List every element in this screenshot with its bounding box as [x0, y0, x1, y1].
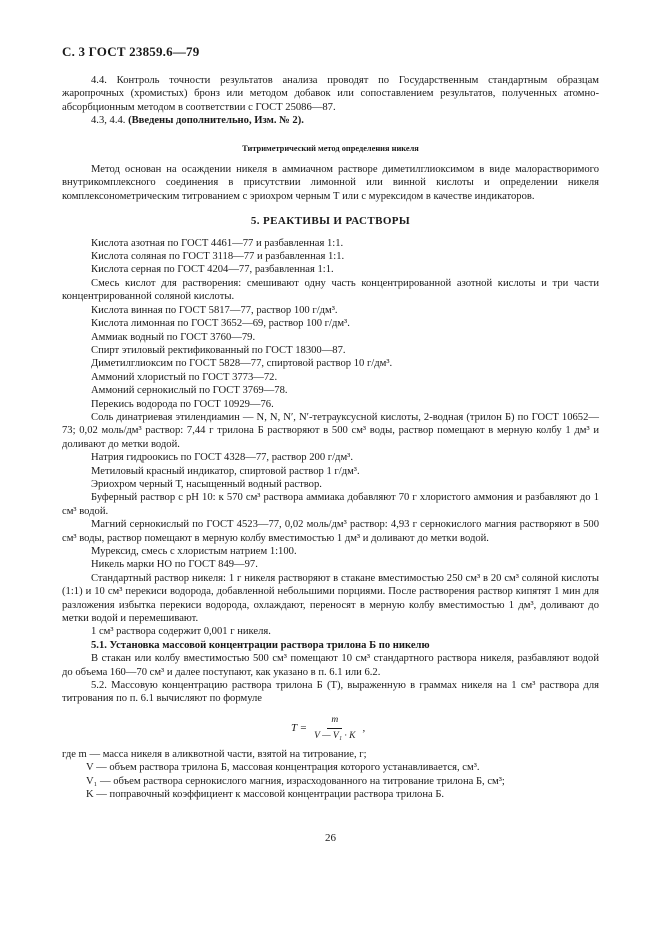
reagent-item: Соль динатриевая этилендиамин — N, N, N′, N′-тетрауксусной кислоты, 2-водная (трилон Б) по ГОСТ 10652—73; 0,02 моль/дм³ раствор: 7,44 г трилона Б растворяют в 500 см³ воды, раствор помещают в мерную колбу 1 дм³ и доливают до метки водой. [62, 411, 599, 450]
reagent-item: Кислота азотная по ГОСТ 4461—77 и разбавленная 1:1. [91, 237, 344, 249]
formula-definition: V₁ — объем раствора сернокислого магния, израсходованного на титрование трилона Б, см³; [86, 775, 505, 787]
page-content [62, 74, 599, 802]
reagent-item: Эриохром черный Т, насыщенный водный раствор. [91, 478, 322, 490]
reagent-item: Кислота винная по ГОСТ 5817—77, раствор 100 г/дм³. [91, 304, 338, 316]
reagent-item: Магний сернокислый по ГОСТ 4523—77, 0,02 моль/дм³ раствор: 4,93 г сернокислого магния растворяют в 500 см³ воды, раствор помещают в мерную колбу вместимостью 1 дм³ и доливают до метки водой. [62, 519, 599, 544]
paragraph-5-2: 5.2. Массовую концентрацию раствора трилона Б (Т), выраженную в граммах никеля на 1 см³ раствора для титрования по п. 6.1 вычисляют по формуле [62, 680, 599, 705]
amendment-prefix: 4.3, 4.4. [91, 115, 129, 127]
page-header: С. 3 ГОСТ 23859.6—79 [62, 44, 200, 59]
reagent-item: Буферный раствор с pH 10: к 570 см³ раствора аммиака добавляют 70 г хлористого аммония и разбавляют до 1 см³ водой. [62, 492, 599, 517]
formula-numerator: m [327, 714, 342, 729]
subsection-5-1-title: 5.1. Установка массовой концентрации раствора трилона Б по никелю [91, 639, 430, 651]
reagent-item: Натрия гидроокись по ГОСТ 4328—77, раствор 200 г/дм³. [91, 452, 353, 464]
formula-denominator: V — V₁ · K [314, 731, 356, 742]
method-title: Титриметрический метод определения никеля [242, 143, 419, 153]
amendment-note [62, 114, 599, 127]
reagent-item: Стандартный раствор никеля: 1 г никеля растворяют в стакане вместимостью 250 см³ в 20 см³ соляной кислоты (1:1) и 10 см³ перекиси водорода, добавленной небольшими порциями. После растворения раствор кипятят 1 мин для разложения избытка перекиси водорода, охлаждают, переносят в мерную колбу вместимостью 1 дм³, доливают до метки водой и перемешивают. [62, 572, 599, 625]
formula-definition: V — объем раствора трилона Б, массовая концентрация которого устанавливается, см³. [86, 762, 480, 774]
page-number: 26 [325, 832, 336, 844]
reagent-item: Аммоний сернокислый по ГОСТ 3769—78. [91, 385, 288, 397]
paragraph-4-4: 4.4. Контроль точности результатов анализа проводят по Государственным стандартным образцам жаропрочных (хромистых) бронз или методом добавок или сопоставлением результатов, полученных атомно-абсорбционным методом в соответствии с ГОСТ 25086—87. [62, 75, 599, 113]
formula-tail: , [362, 722, 366, 735]
reagent-item: Кислота соляная по ГОСТ 3118—77 и разбавленная 1:1. [91, 251, 345, 263]
section-5-title: 5. РЕАКТИВЫ И РАСТВОРЫ [250, 215, 411, 228]
subsection-5-1-text: В стакан или колбу вместимостью 500 см³ помещают 10 см³ стандартного раствора никеля, разбавляют водой до объема 160—70 см³ и далее поступают, как указано в п. 6.1 или 6.2. [62, 653, 599, 678]
reagent-item: Перекись водорода по ГОСТ 10929—76. [91, 398, 274, 410]
formula-lhs: T = [291, 722, 308, 735]
formula-where: где m — масса никеля в аликвотной части, взятой на титрование, г; [62, 748, 367, 760]
reagent-item: Смесь кислот для растворения: смешивают одну часть концентрированной азотной кислоты и три части концентрированной соляной кислоты. [62, 277, 599, 303]
formula-block [62, 712, 599, 742]
reagent-item: Аммиак водный по ГОСТ 3760—79. [91, 331, 256, 343]
method-description: Метод основан на осаждении никеля в аммиачном растворе диметилглиоксимом в виде малорастворимого внутрикомплексного соединения в присутствии лимонной или винной кислоты и определении никеля комплексонометрическим титрованием с эриохром черным Т или с мурексидом в качестве индикаторов. [62, 164, 599, 202]
reagent-item: Диметилглиоксим по ГОСТ 5828—77, спиртовой раствор 10 г/дм³. [91, 358, 393, 370]
reagent-item: 1 см³ раствора содержит 0,001 г никеля. [91, 626, 271, 638]
reagent-item: Аммоний хлористый по ГОСТ 3773—72. [91, 371, 278, 383]
reagent-item: Мурексид, смесь с хлористым натрием 1:100. [91, 546, 297, 557]
amendment-bold: (Введены дополнительно, Изм. № 2). [128, 115, 304, 127]
formula-fraction [310, 714, 359, 744]
reagent-item: Кислота лимонная по ГОСТ 3652—69, раствор 100 г/дм³. [91, 318, 350, 330]
formula [291, 714, 365, 744]
formula-definition: K — поправочный коэффициент к массовой концентрации раствора трилона Б. [86, 789, 445, 801]
reagent-item: Кислота серная по ГОСТ 4204—77, разбавленная 1:1. [91, 264, 334, 276]
reagent-item: Метиловый красный индикатор, спиртовой раствор 1 г/дм³. [91, 465, 360, 477]
reagent-item: Никель марки НО по ГОСТ 849—97. [91, 559, 258, 571]
reagent-item: Спирт этиловый ректификованный по ГОСТ 18300—87. [91, 344, 346, 356]
